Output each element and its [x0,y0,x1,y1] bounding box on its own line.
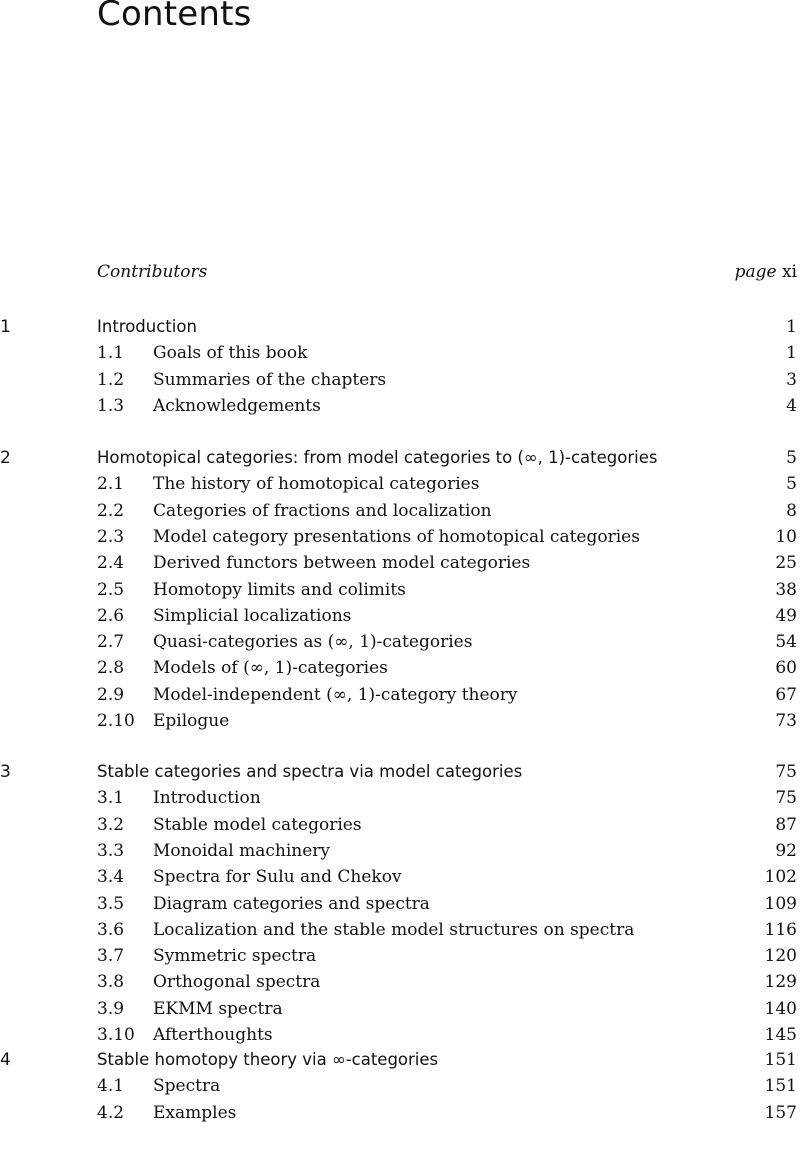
chapter-title: Stable categories and spectra via model categories [97,762,523,781]
section-page: 157 [764,1102,797,1123]
section-title: Diagram categories and spectra [153,893,430,914]
section-entry[interactable] [0,996,800,1022]
section-page: 73 [775,711,797,731]
section-number: 2.1 [97,474,125,495]
section-page: 75 [775,788,797,809]
section-number: 3.10 [97,1025,135,1045]
section-title: Afterthoughts [153,1025,273,1045]
contributors-page-number: xi [781,262,797,282]
section-number: 3.6 [97,919,125,940]
section-page: 54 [775,632,797,653]
section-page: 120 [764,946,797,967]
chapter-page: 1 [786,317,797,337]
section-number: 2.7 [97,632,125,653]
section-page: 8 [786,500,797,521]
section-title: Models of (∞, 1)-categories [153,658,388,679]
section-entry[interactable] [0,838,800,864]
section-entry[interactable] [0,1022,800,1048]
section-title: Categories of fractions and localization [153,500,492,521]
page-word: page [734,262,777,282]
section-page: 49 [775,605,797,626]
chapter-entry[interactable] [0,759,800,785]
section-page: 140 [764,998,797,1019]
section-title: Acknowledgements [153,395,321,416]
chapter-number: 2 [0,448,11,468]
section-page: 129 [764,972,797,993]
section-title: Model category presentations of homotopical categories [153,526,640,547]
section-entry[interactable] [0,708,800,734]
chapter-page: 75 [775,762,797,782]
section-entry[interactable] [0,917,800,943]
section-number: 3.8 [97,972,125,993]
section-entry[interactable] [0,943,800,969]
section-title: Spectra for Sulu and Chekov [153,867,402,888]
section-title: Localization and the stable model structures on spectra [153,919,635,940]
section-title: Goals of this book [153,343,308,364]
section-page: 5 [786,474,797,495]
chapter-title: Homotopical categories: from model categories to (∞, 1)-categories [97,448,658,467]
section-number: 2.10 [97,711,135,731]
section-entry[interactable] [0,682,800,708]
chapter-entry[interactable] [0,445,800,471]
section-entry[interactable] [0,1073,800,1099]
section-number: 2.8 [97,658,125,679]
section-title: Simplicial localizations [153,605,352,626]
section-entry[interactable] [0,629,800,655]
contributors-page [735,262,797,282]
chapter-number: 1 [0,317,11,337]
section-title: Symmetric spectra [153,946,317,967]
section-title: EKMM spectra [153,998,283,1019]
chapter-page: 151 [764,1050,797,1070]
section-title: The history of homotopical categories [153,474,480,495]
section-page: 109 [764,893,797,914]
chapter-number: 4 [0,1050,11,1070]
page-title: Contents [97,0,252,34]
section-page: 38 [775,579,797,600]
chapter-page: 5 [786,448,797,468]
section-page: 116 [764,919,797,940]
chapter-entry[interactable] [0,314,800,340]
section-page: 151 [764,1076,797,1097]
section-entry[interactable] [0,393,800,419]
contributors-label: Contributors [97,262,208,282]
section-number: 1.3 [97,395,125,416]
contributors-entry[interactable] [97,262,800,286]
section-number: 2.9 [97,684,125,705]
section-title: Model-independent (∞, 1)-category theory [153,684,518,705]
section-number: 3.1 [97,788,125,809]
section-number: 2.4 [97,553,125,574]
section-title: Summaries of the chapters [153,369,387,390]
section-page: 60 [775,658,797,679]
section-number: 3.9 [97,998,125,1019]
section-entry[interactable] [0,655,800,681]
section-page: 10 [775,526,797,547]
section-title: Introduction [153,788,261,809]
section-number: 2.5 [97,579,125,600]
section-number: 2.2 [97,500,125,521]
chapter-title: Introduction [97,317,197,336]
section-title: Orthogonal spectra [153,972,321,993]
chapter-title: Stable homotopy theory via ∞-categories [97,1050,439,1069]
section-title: Derived functors between model categories [153,553,531,574]
section-entry[interactable] [0,524,800,550]
section-page: 67 [775,684,797,705]
section-entry[interactable] [0,891,800,917]
section-number: 3.3 [97,840,125,861]
section-page: 4 [786,395,797,416]
section-page: 87 [775,814,797,835]
section-entry[interactable] [0,577,800,603]
section-title: Homotopy limits and colimits [153,579,406,600]
section-page: 92 [775,840,797,861]
section-entry[interactable] [0,812,800,838]
section-number: 3.5 [97,893,125,914]
section-page: 145 [764,1025,797,1045]
section-page: 1 [786,343,797,364]
section-number: 2.6 [97,605,125,626]
section-number: 3.7 [97,946,125,967]
section-number: 3.2 [97,814,125,835]
section-title: Spectra [153,1076,221,1097]
section-entry[interactable] [0,603,800,629]
section-entry[interactable] [0,1100,800,1126]
section-number: 1.1 [97,343,125,364]
section-number: 3.4 [97,867,125,888]
section-title: Monoidal machinery [153,840,331,861]
section-page: 25 [775,553,797,574]
section-title: Epilogue [153,711,230,731]
section-number: 2.3 [97,526,125,547]
section-number: 4.1 [97,1076,125,1097]
section-entry[interactable] [0,340,800,366]
section-title: Examples [153,1102,237,1123]
section-number: 1.2 [97,369,125,390]
section-entry[interactable] [0,498,800,524]
section-page: 3 [786,369,797,390]
section-entry[interactable] [0,367,800,393]
section-page: 102 [764,867,797,888]
section-entry[interactable] [0,550,800,576]
section-entry[interactable] [0,864,800,890]
chapter-entry[interactable] [0,1047,800,1073]
section-number: 4.2 [97,1102,125,1123]
section-entry[interactable] [0,471,800,497]
section-title: Stable model categories [153,814,362,835]
section-entry[interactable] [0,969,800,995]
chapter-number: 3 [0,762,11,782]
section-title: Quasi-categories as (∞, 1)-categories [153,632,473,653]
section-entry[interactable] [0,785,800,811]
